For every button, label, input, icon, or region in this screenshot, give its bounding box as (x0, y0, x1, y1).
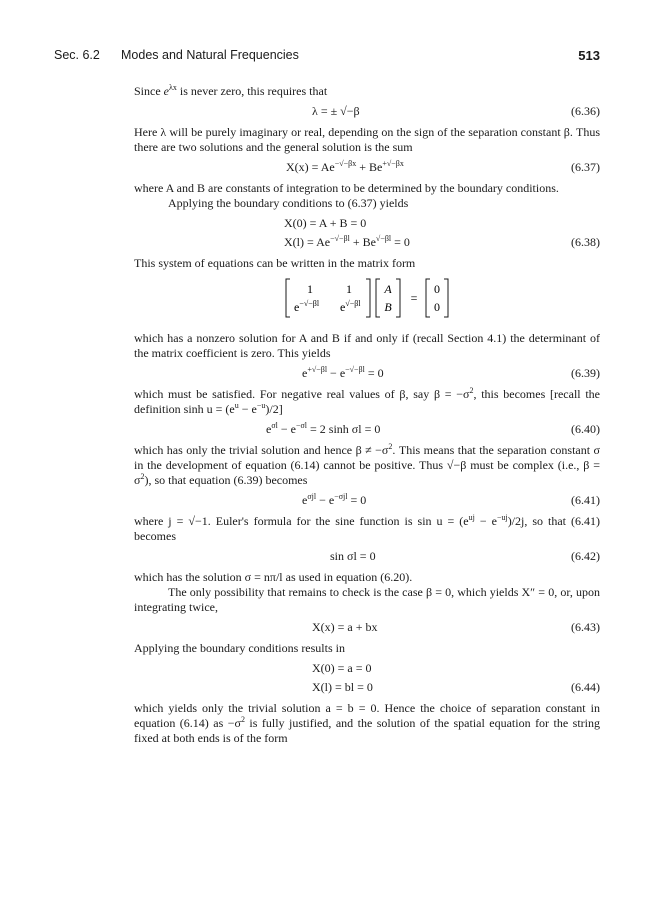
bracket-right (396, 279, 400, 317)
paragraph-13: which yields only the trivial solution a = b = 0. Hence the choice of separation constant in equation (6.14) as $-\sigma^2$ is fully justified, and the solution of the spatial equation for the string fixed at both ends is of the form (134, 701, 600, 745)
equation-6-37: $X(x) = Ae^{-√-\beta x} + Be^{+√-\beta x}$ (6.37) (286, 159, 600, 174)
equation-number: (6.44) (571, 680, 600, 694)
paragraph-6: which has a nonzero solution for A and B if and only if (recall Section 4.1) the determinant of the matrix coefficient is zero. This yields (134, 331, 600, 360)
header-title: Modes and Natural Frequencies (121, 48, 299, 62)
equation-6-44a: X(0) = a = 0 (312, 661, 372, 675)
matrix-r2c1: $e^{-√-\beta l}$ (294, 299, 320, 314)
matrix-equation (134, 277, 600, 319)
matrix-v2: B (384, 300, 392, 314)
equation-number: (6.37) (571, 160, 600, 174)
equation-6-43: X(x) = a + bx (6.43) (312, 620, 600, 634)
matrix-equals: = (410, 291, 418, 305)
paragraph-7: which must be satisfied. For negative real values of β, say $\beta = -\sigma^2$, this becomes [recall the definition $\sinh u = (e^u - e^{-u})/2$] (134, 386, 600, 416)
matrix-z2: 0 (434, 300, 440, 314)
bracket-right (366, 279, 370, 317)
equation-number: (6.38) (571, 235, 600, 249)
equation-6-39: $e^{+√-\beta l} - e^{-√-\beta l} = 0$ (6.39) (302, 365, 600, 380)
bracket-left (426, 279, 430, 317)
equation-6-44b: X(l) = bl = 0 (6.44) (312, 680, 600, 694)
paragraph-10: which has the solution σ = nπ/l as used in equation (6.20). (134, 570, 413, 584)
page-body (134, 84, 600, 751)
equation-number: (6.42) (571, 549, 600, 563)
bracket-left (286, 279, 290, 317)
paragraph-4: Applying the boundary conditions to (6.37) yields (168, 196, 409, 210)
equation-6-38a: X(0) = A + B = 0 (284, 216, 367, 230)
matrix-r1c1: 1 (307, 282, 313, 296)
page-number: 513 (578, 48, 600, 63)
matrix-z1: 0 (434, 282, 440, 296)
paragraph-3: where A and B are constants of integration to be determined by the boundary conditions. (134, 181, 559, 195)
equation-6-42: sin σl = 0 (6.42) (330, 549, 600, 563)
matrix-r2c2: $e^{√-\beta l}$ (340, 299, 361, 314)
section-label: Sec. 6.2 (54, 48, 100, 62)
paragraph-9: where j = √−1. Euler's formula for the sine function is $\sin u = (e^{uj} - e^{-uj})/2j$, so that (6.41) becomes (134, 513, 601, 543)
equation-number: (6.36) (571, 104, 600, 118)
equation-6-36: λ = ± √−β (6.36) (312, 104, 600, 118)
equation-6-41: $e^{\sigma jl} - e^{-\sigma jl} = 0$ (6.41) (302, 492, 600, 507)
paragraph-11: The only possibility that remains to check is the case β = 0, which yields X″ = 0, or, upon integrating twice, (134, 585, 600, 614)
equation-number: (6.41) (571, 493, 600, 507)
paragraph-1: Since $e^{\lambda x}$ is never zero, this requires that (134, 83, 328, 98)
matrix-v1: A (384, 282, 392, 296)
equation-6-40: $e^{\sigma l} - e^{-\sigma l} = 2$ sinh σl = 0 (6.40) (266, 421, 600, 436)
paragraph-2: Here λ will be purely imaginary or real, depending on the sign of the separation constant β. Thus there are two solutions and the general solution is the sum (134, 125, 600, 154)
equation-6-38b: $X(l) = Ae^{-√-\beta l} + Be^{√-\beta l} = 0$ (6.38) (284, 234, 600, 249)
bracket-right (444, 279, 448, 317)
matrix-r1c2: 1 (346, 282, 352, 296)
bracket-left (376, 279, 380, 317)
paragraph-12: Applying the boundary conditions results in (134, 641, 345, 655)
paragraph-5: This system of equations can be written in the matrix form (134, 256, 416, 270)
equation-number: (6.39) (571, 366, 600, 380)
paragraph-8: which has only the trivial solution and hence $\beta \ne -\sigma^2$. This means that the separation constant σ in the development of equation (6.14) cannot be positive. Thus √−β must be complex (i.e., $\beta = \sigma^2$), so that equation (6.39) becomes (134, 442, 600, 487)
equation-number: (6.43) (571, 620, 600, 634)
equation-number: (6.40) (571, 422, 600, 436)
running-header (54, 48, 600, 66)
